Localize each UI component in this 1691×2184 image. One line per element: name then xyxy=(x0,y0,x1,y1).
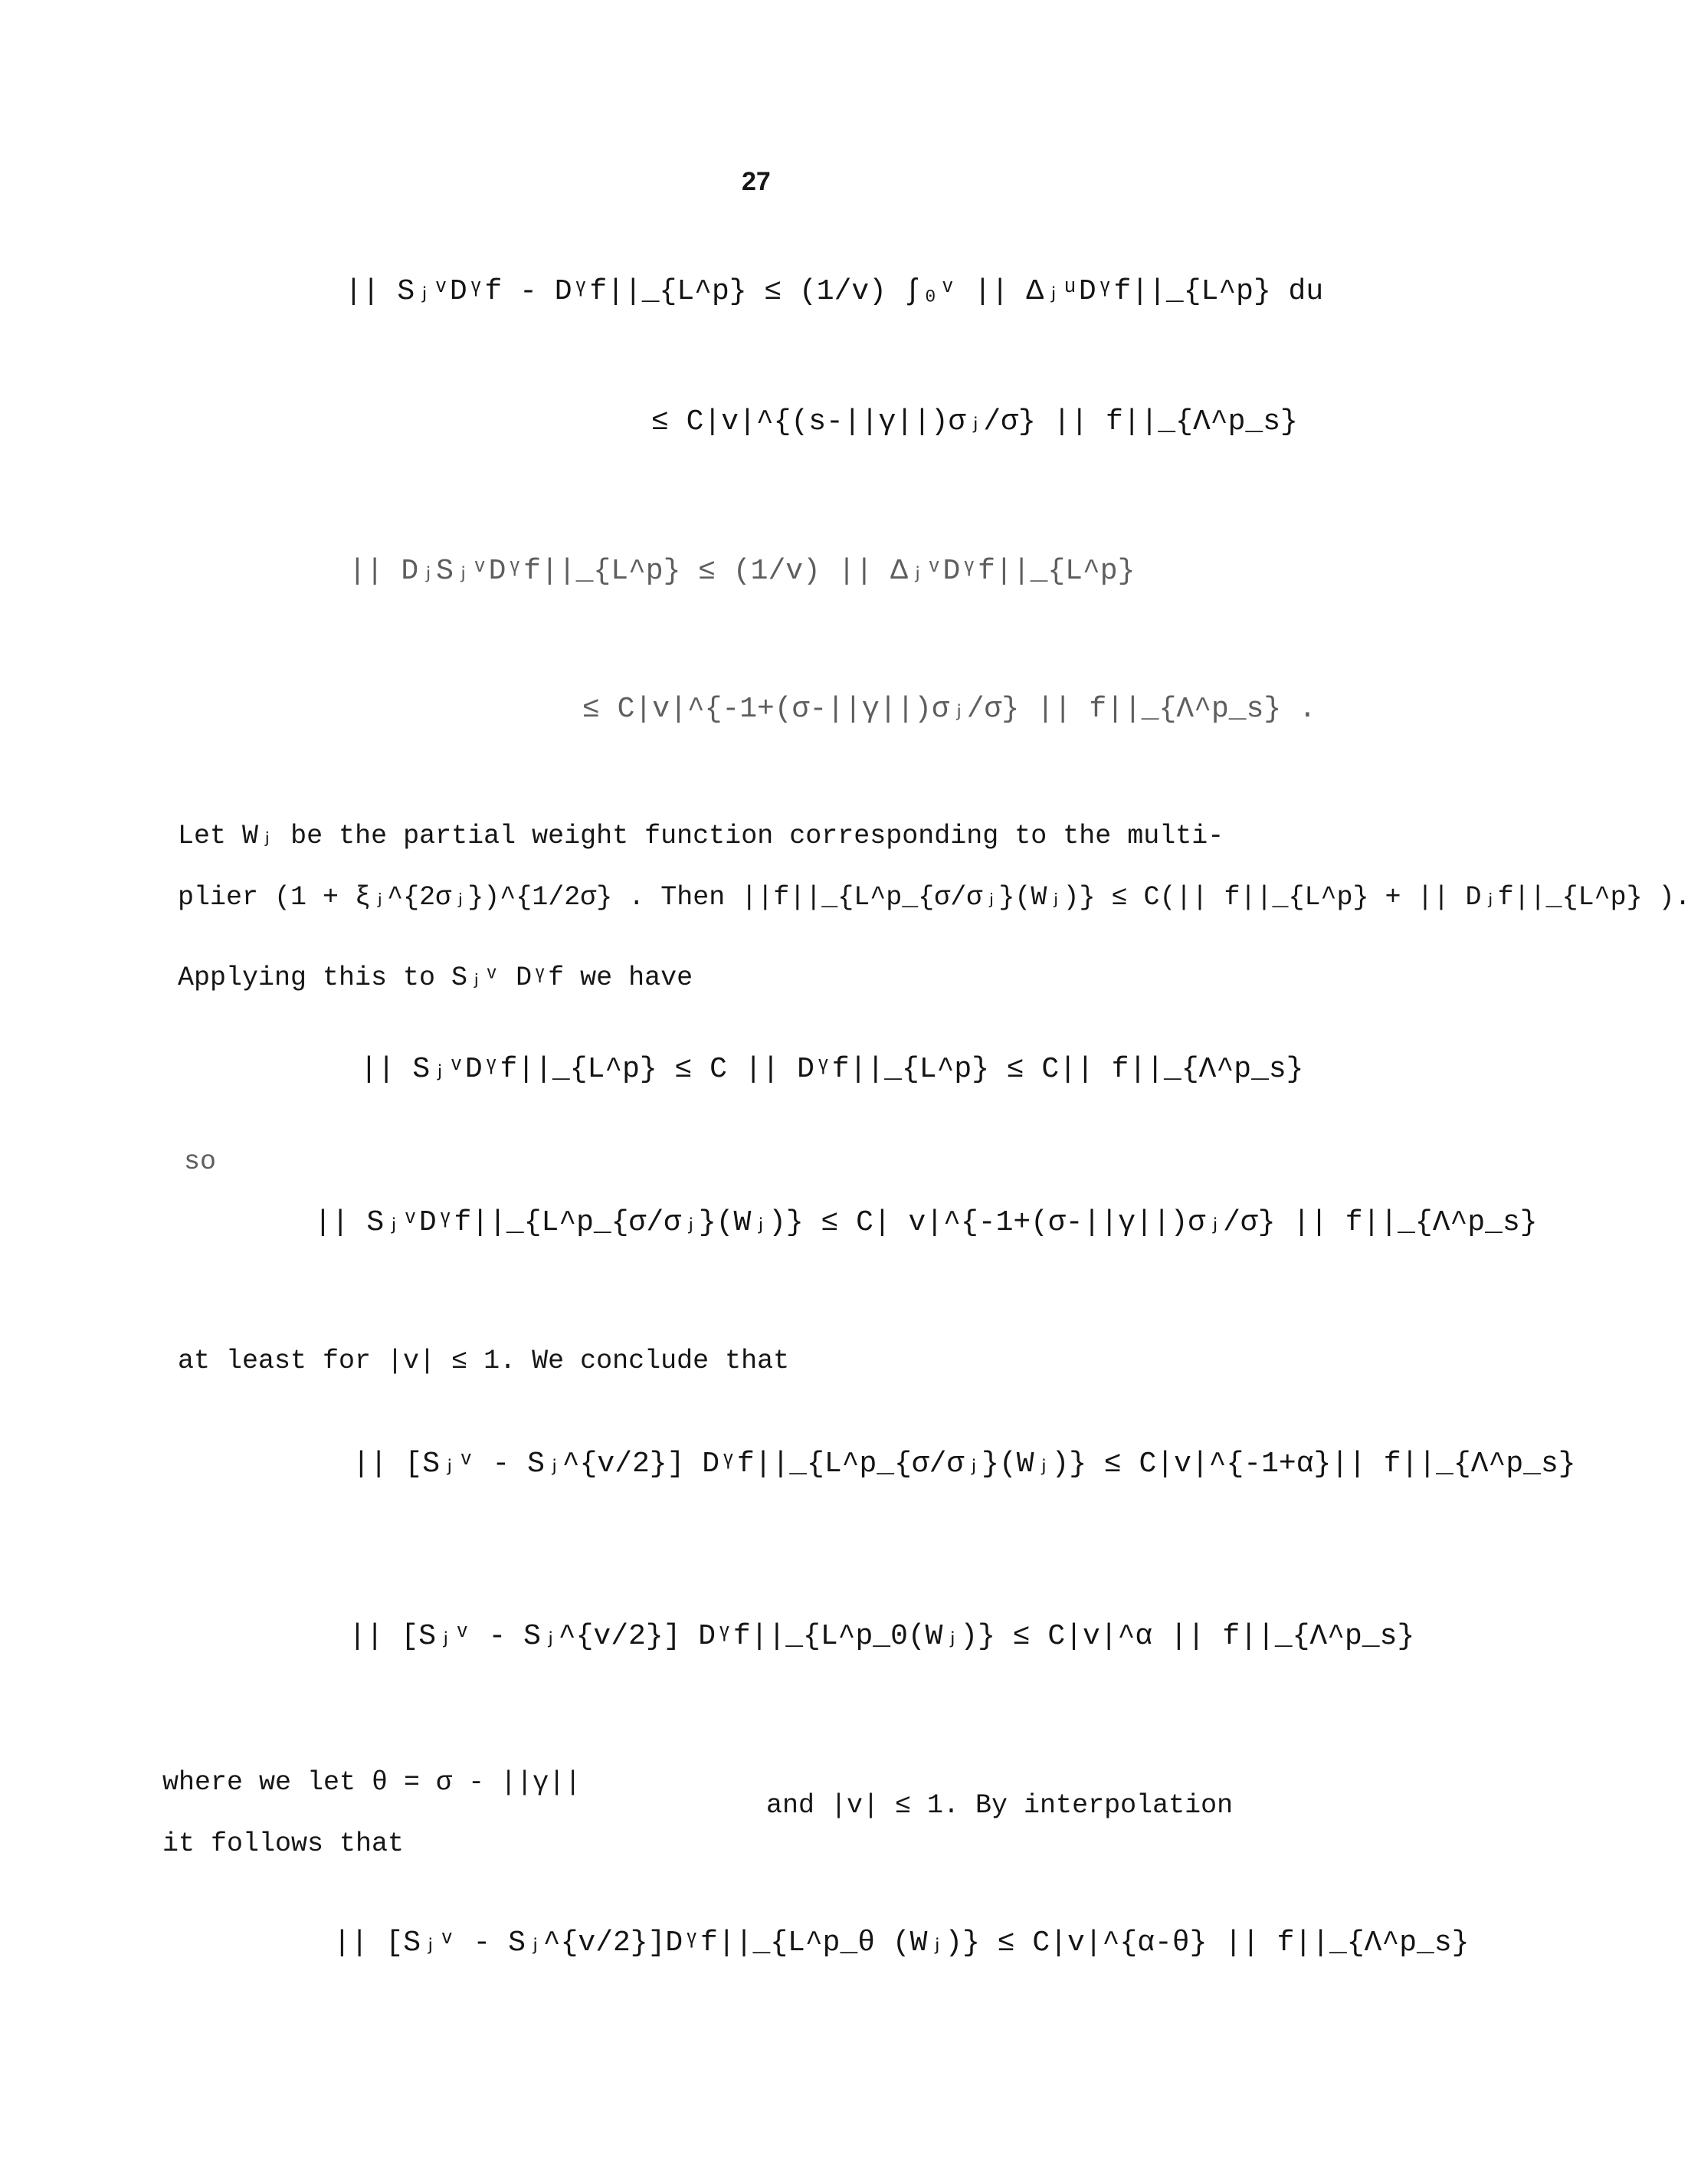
equation-1-line-2: ≤ C|v|^{(s-||γ||)σⱼ/σ} || f||_{Λ^p_s} xyxy=(651,405,1298,438)
paragraph-2: at least for |v| ≤ 1. We conclude that xyxy=(178,1346,790,1376)
equation-4: || SⱼᵛDᵞf||_{L^p_{σ/σⱼ}(Wⱼ)} ≤ C| v|^{-1+(σ-||γ||)σⱼ/σ} || f||_{Λ^p_s} xyxy=(314,1206,1538,1239)
page-number: 27 xyxy=(742,167,771,196)
equation-1-line-1: || SⱼᵛDᵞf - Dᵞf||_{L^p} ≤ (1/v) ∫₀ᵛ || ΔⱼᵘDᵞf||_{L^p} du xyxy=(345,275,1324,308)
equation-7: || [Sⱼᵛ - Sⱼ^{v/2}]Dᵞf||_{L^p_θ (Wⱼ)} ≤ C|v|^{α-θ} || f||_{Λ^p_s} xyxy=(333,1927,1470,1959)
equation-3: || SⱼᵛDᵞf||_{L^p} ≤ C || Dᵞf||_{L^p} ≤ C|| f||_{Λ^p_s} xyxy=(360,1053,1304,1086)
paragraph-1-line-2: plier (1 + ξⱼ^{2σⱼ})^{1/2σ} . Then ||f||_{L^p_{σ/σⱼ}(Wⱼ)} ≤ C(|| f||_{L^p} + || Dⱼf||_{L^p} ). xyxy=(178,882,1691,913)
paragraph-1-line-3: Applying this to Sⱼᵛ Dᵞf we have xyxy=(178,962,693,993)
equation-6: || [Sⱼᵛ - Sⱼ^{v/2}] Dᵞf||_{L^p_0(Wⱼ)} ≤ C|v|^α || f||_{Λ^p_s} xyxy=(349,1620,1415,1653)
paragraph-3-line-1b: and |v| ≤ 1. By interpolation xyxy=(766,1790,1234,1821)
paragraph-3-line-1a: where we let θ = σ - ||γ|| xyxy=(162,1767,582,1798)
equation-5: || [Sⱼᵛ - Sⱼ^{v/2}] Dᵞf||_{L^p_{σ/σⱼ}(Wⱼ)} ≤ C|v|^{-1+α}|| f||_{Λ^p_s} xyxy=(352,1448,1576,1481)
paragraph-1-line-1: Let Wⱼ be the partial weight function corresponding to the multi- xyxy=(178,821,1224,851)
equation-2-line-2: ≤ C|v|^{-1+(σ-||γ||)σⱼ/σ} || f||_{Λ^p_s} . xyxy=(582,693,1316,726)
equation-2-line-1: || DⱼSⱼᵛDᵞf||_{L^p} ≤ (1/v) || ΔⱼᵛDᵞf||_{L^p} xyxy=(349,555,1136,588)
paragraph-3-line-2: it follows that xyxy=(162,1828,405,1859)
word-so: so xyxy=(184,1146,217,1177)
